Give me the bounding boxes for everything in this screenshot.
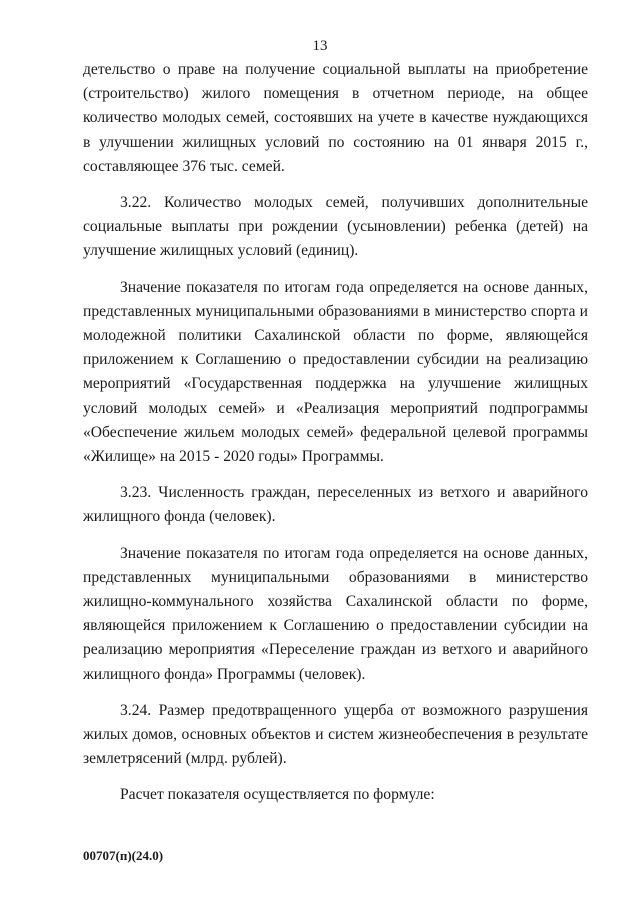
paragraph-continuation: детельство о праве на получение социальной выплаты на приобретение (строительство) жилого помещения в отчетном периоде, на общее количество молодых семей, состоявших на учете в качестве нуждающихся в улучшении жилищных условий по состоянию на 01 января 2015 г., составляющее 376 тыс. семей. bbox=[83, 61, 588, 175]
paragraph-3-23-description: Значение показателя по итогам года определяется на основе данных, представленных муниципальными образованиями в министерство жилищно-коммунального хозяйства Сахалинской области по форме, являющейся приложением к Соглашению о предоставлении субсидии на реализацию мероприятия «Переселение граждан из ветхого и аварийного жилищного фонда» Программы (человек). bbox=[83, 544, 588, 683]
document-code: 00707(п)(24.0) bbox=[83, 848, 164, 863]
page-number: 13 bbox=[312, 38, 328, 54]
paragraph-3-23-heading: 3.23. Численность граждан, переселенных из ветхого и аварийного жилищного фонда (человек). bbox=[83, 484, 588, 526]
paragraph-3-22-heading: 3.22. Количество молодых семей, получивших дополнительные социальные выплаты при рождении (усыновлении) ребенка (детей) на улучшение жилищных условий (единиц). bbox=[83, 194, 588, 260]
paragraph-3-22-description: Значение показателя по итогам года определяется на основе данных, представленных муниципальными образованиями в министерство спорта и молодежной политики Сахалинской области по форме, являющейся приложением к Соглашению о предоставлении субсидии на реализацию мероприятий «Государственная поддержка на улучшение жилищных условий молодых семей» и «Реализация мероприятий подпрограммы «Обеспечение жильем молодых семей» федеральной целевой программы «Жилище» на 2015 - 2020 годы» Программы. bbox=[83, 278, 588, 466]
paragraph-3-24-heading: 3.24. Размер предотвращенного ущерба от возможного разрушения жилых домов, основных объектов и систем жизнеобеспечения в результате землетрясений (млрд. рублей). bbox=[83, 701, 588, 768]
document-body bbox=[83, 58, 588, 808]
paragraph-formula-intro: Расчет показателя осуществляется по формуле: bbox=[120, 786, 435, 804]
